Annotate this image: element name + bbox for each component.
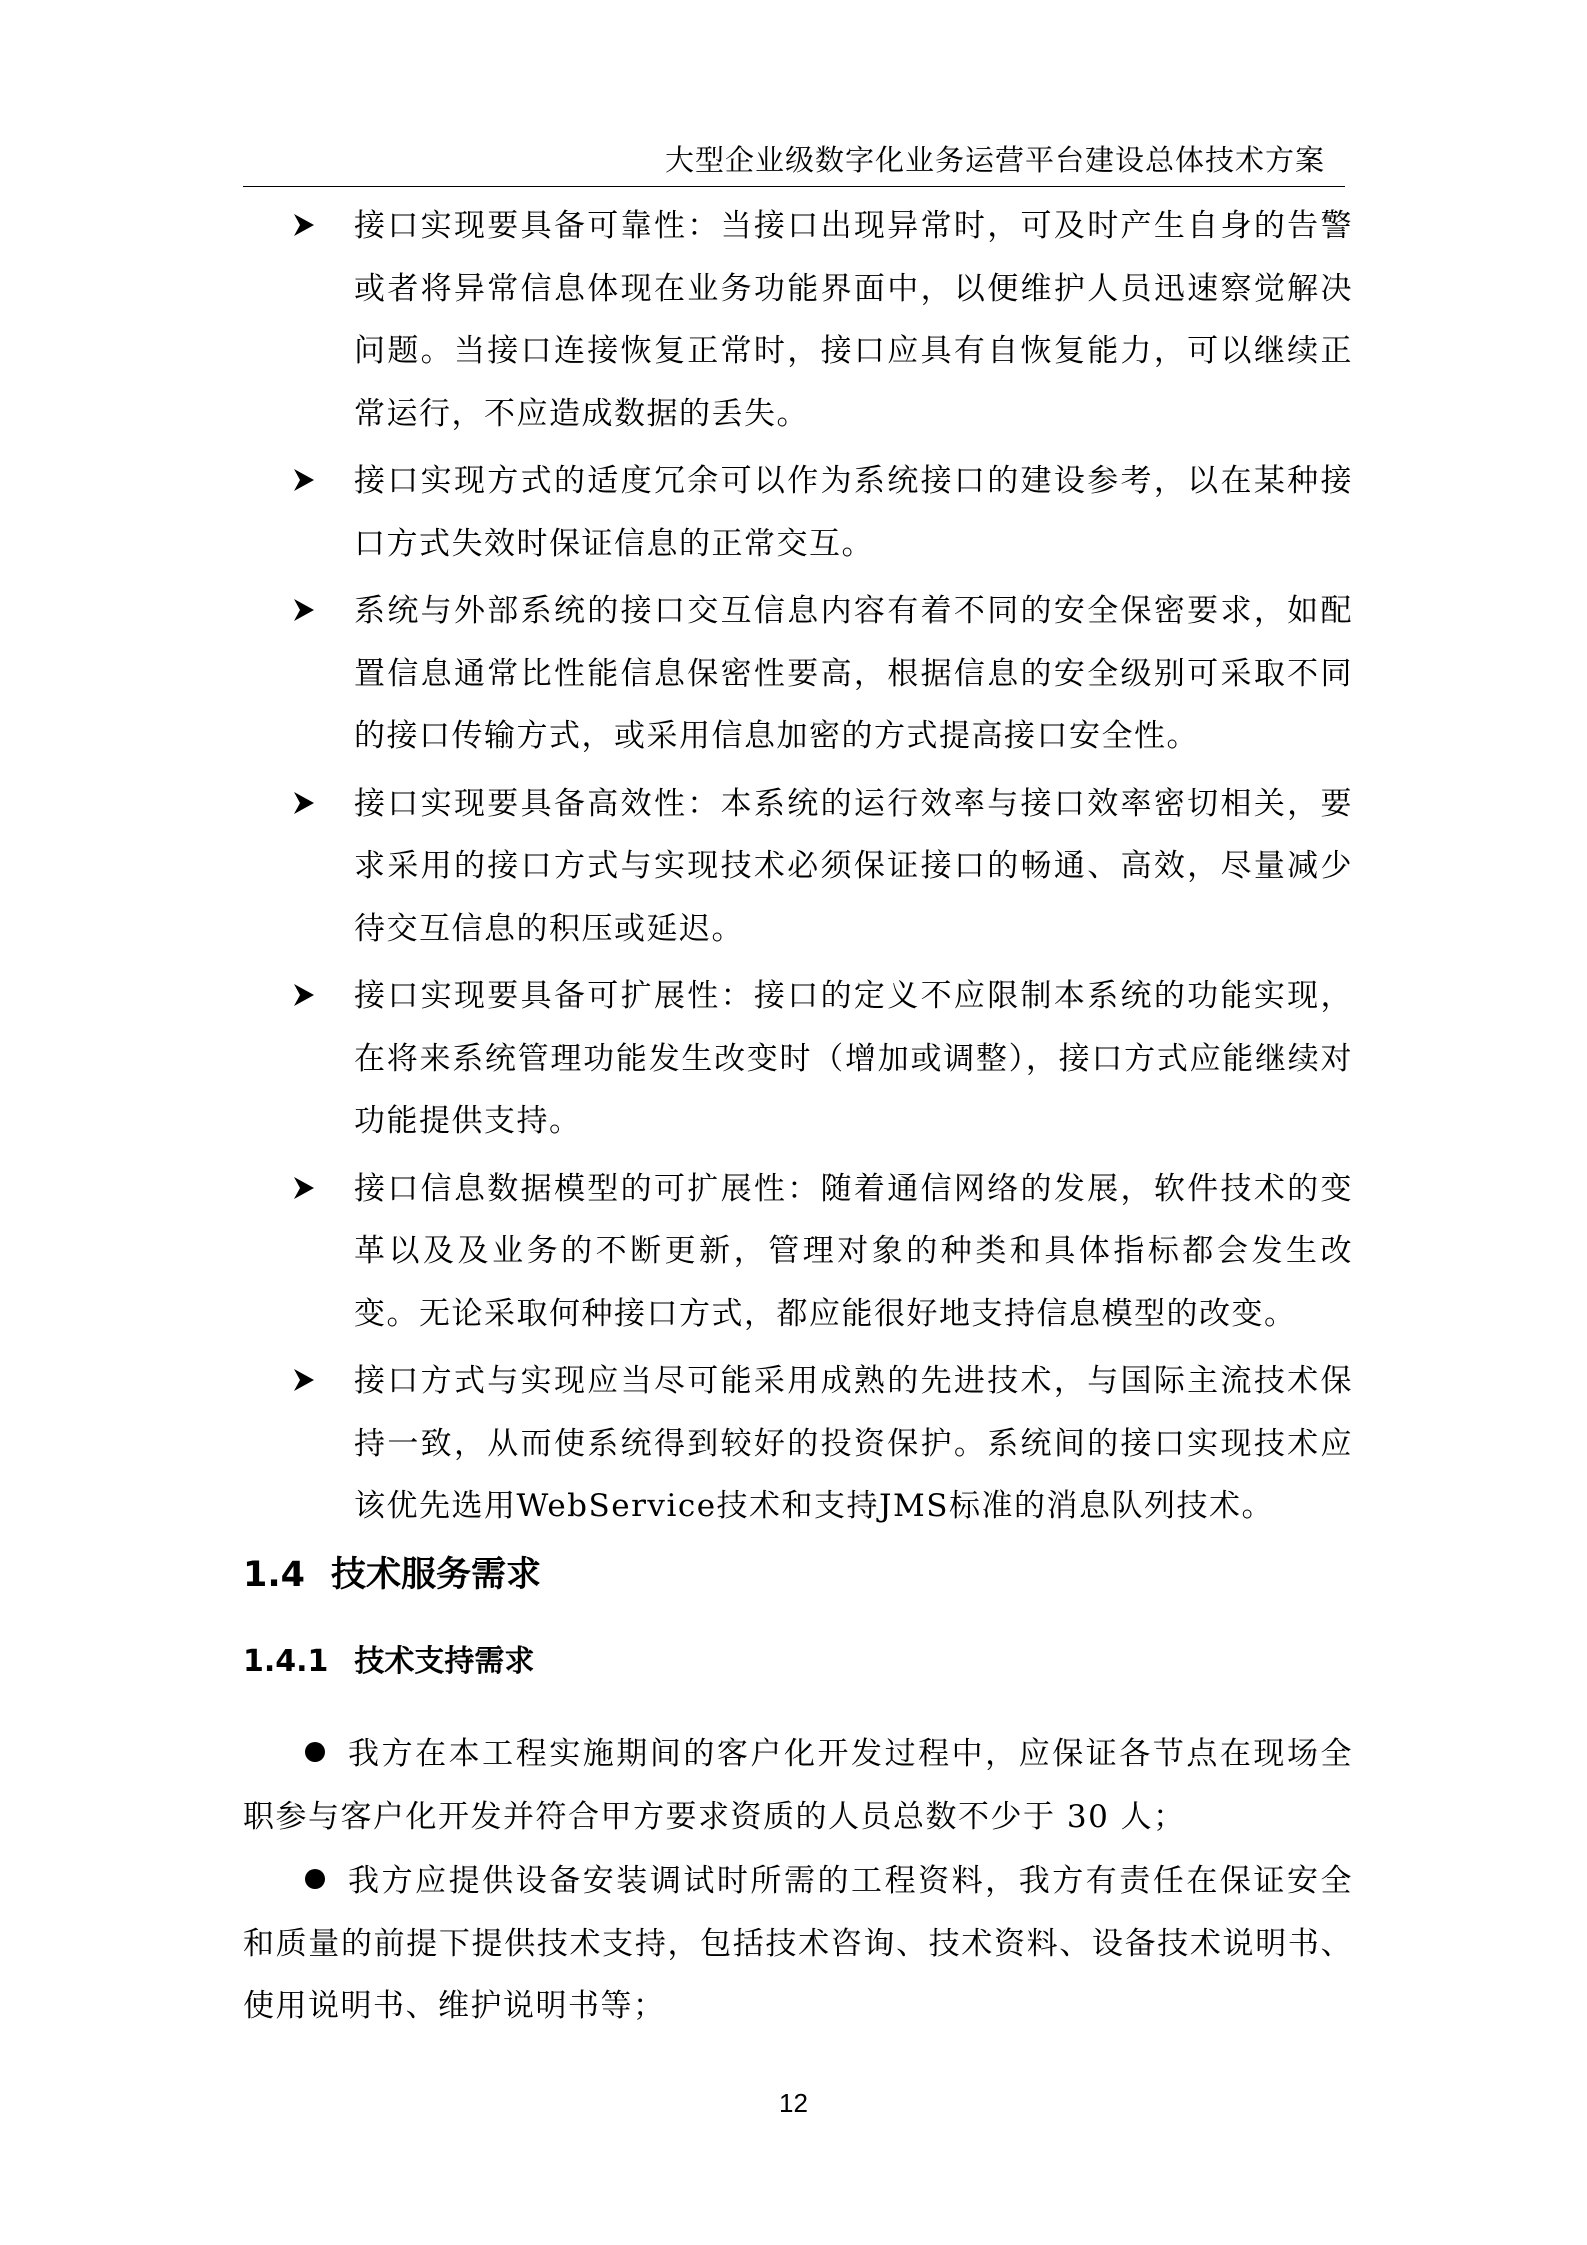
dot-paragraph [243, 1723, 1353, 1848]
bullet-item [293, 580, 1353, 768]
arrow-bullet-icon [293, 213, 315, 237]
bullet-item [293, 450, 1353, 575]
dot-paragraph [243, 1850, 1353, 2038]
dot-bullet-icon [305, 1869, 325, 1889]
paragraph-text: 我方在本工程实施期间的客户化开发过程中，应保证各节点在现场全职参与客户化开发并符合甲方要求资质的人员总数不少于 30 人； [243, 1736, 1353, 1835]
bullet-text: 接口信息数据模型的可扩展性：随着通信网络的发展，软件技术的变革以及及业务的不断更新，管理对象的种类和具体指标都会发生改变。无论采取何种接口方式，都应能很好地支持信息模型的改变。 [354, 1170, 1353, 1332]
arrow-bullet-icon [293, 598, 315, 622]
bullet-text: 接口实现要具备可扩展性：接口的定义不应限制本系统的功能实现，在将来系统管理功能发生改变时（增加或调整），接口方式应能继续对功能提供支持。 [354, 978, 1353, 1139]
subsection-title: 技术支持需求 [354, 1644, 535, 1679]
section-title: 技术服务需求 [331, 1555, 542, 1595]
bullet-text: 系统与外部系统的接口交互信息内容有着不同的安全保密要求，如配置信息通常比性能信息保密性要高，根据信息的安全级别可采取不同的接口传输方式，或采用信息加密的方式提高接口安全性。 [354, 593, 1353, 754]
bullet-text: 接口实现要具备可靠性：当接口出现异常时，可及时产生自身的告警或者将异常信息体现在业务功能界面中，以便维护人员迅速察觉解决问题。当接口连接恢复正常时，接口应具有自恢复能力，可以继续正常运行，不应造成数据的丢失。 [354, 208, 1353, 432]
bullet-text: 接口实现方式的适度冗余可以作为系统接口的建设参考，以在某种接口方式失效时保证信息的正常交互。 [354, 463, 1353, 562]
running-header: 大型企业级数字化业务运营平台建设总体技术方案 [664, 143, 1325, 177]
subsection-number: 1.4.1 [243, 1644, 329, 1679]
paragraph-list [243, 1723, 1353, 2040]
paragraph-text: 我方应提供设备安装调试时所需的工程资料，我方有责任在保证安全和质量的前提下提供技术支持，包括技术咨询、技术资料、设备技术说明书、使用说明书、维护说明书等； [243, 1863, 1353, 2024]
bullet-text: 接口方式与实现应当尽可能采用成熟的先进技术，与国际主流技术保持一致，从而使系统得到较好的投资保护。系统间的接口实现技术应该优先选用WebService技术和支持JMS标准的消息队列技术。 [354, 1363, 1353, 1524]
bullet-list [293, 195, 1353, 1543]
header-rule [243, 186, 1345, 187]
arrow-bullet-icon [293, 468, 315, 492]
section-heading [243, 1550, 541, 1600]
arrow-bullet-icon [293, 791, 315, 815]
subsection-heading [243, 1640, 534, 1684]
bullet-text: 接口实现要具备高效性：本系统的运行效率与接口效率密切相关，要求采用的接口方式与实现技术必须保证接口的畅通、高效，尽量减少待交互信息的积压或延迟。 [354, 785, 1353, 947]
bullet-item [293, 965, 1353, 1153]
bullet-item [293, 1158, 1353, 1346]
dot-bullet-icon [305, 1742, 325, 1762]
bullet-item [293, 195, 1353, 445]
bullet-item [293, 1350, 1353, 1538]
bullet-item [293, 773, 1353, 961]
arrow-bullet-icon [293, 1368, 315, 1392]
arrow-bullet-icon [293, 1176, 315, 1200]
page-number: 12 [779, 2088, 808, 2118]
arrow-bullet-icon [293, 983, 315, 1007]
section-number: 1.4 [243, 1555, 306, 1595]
